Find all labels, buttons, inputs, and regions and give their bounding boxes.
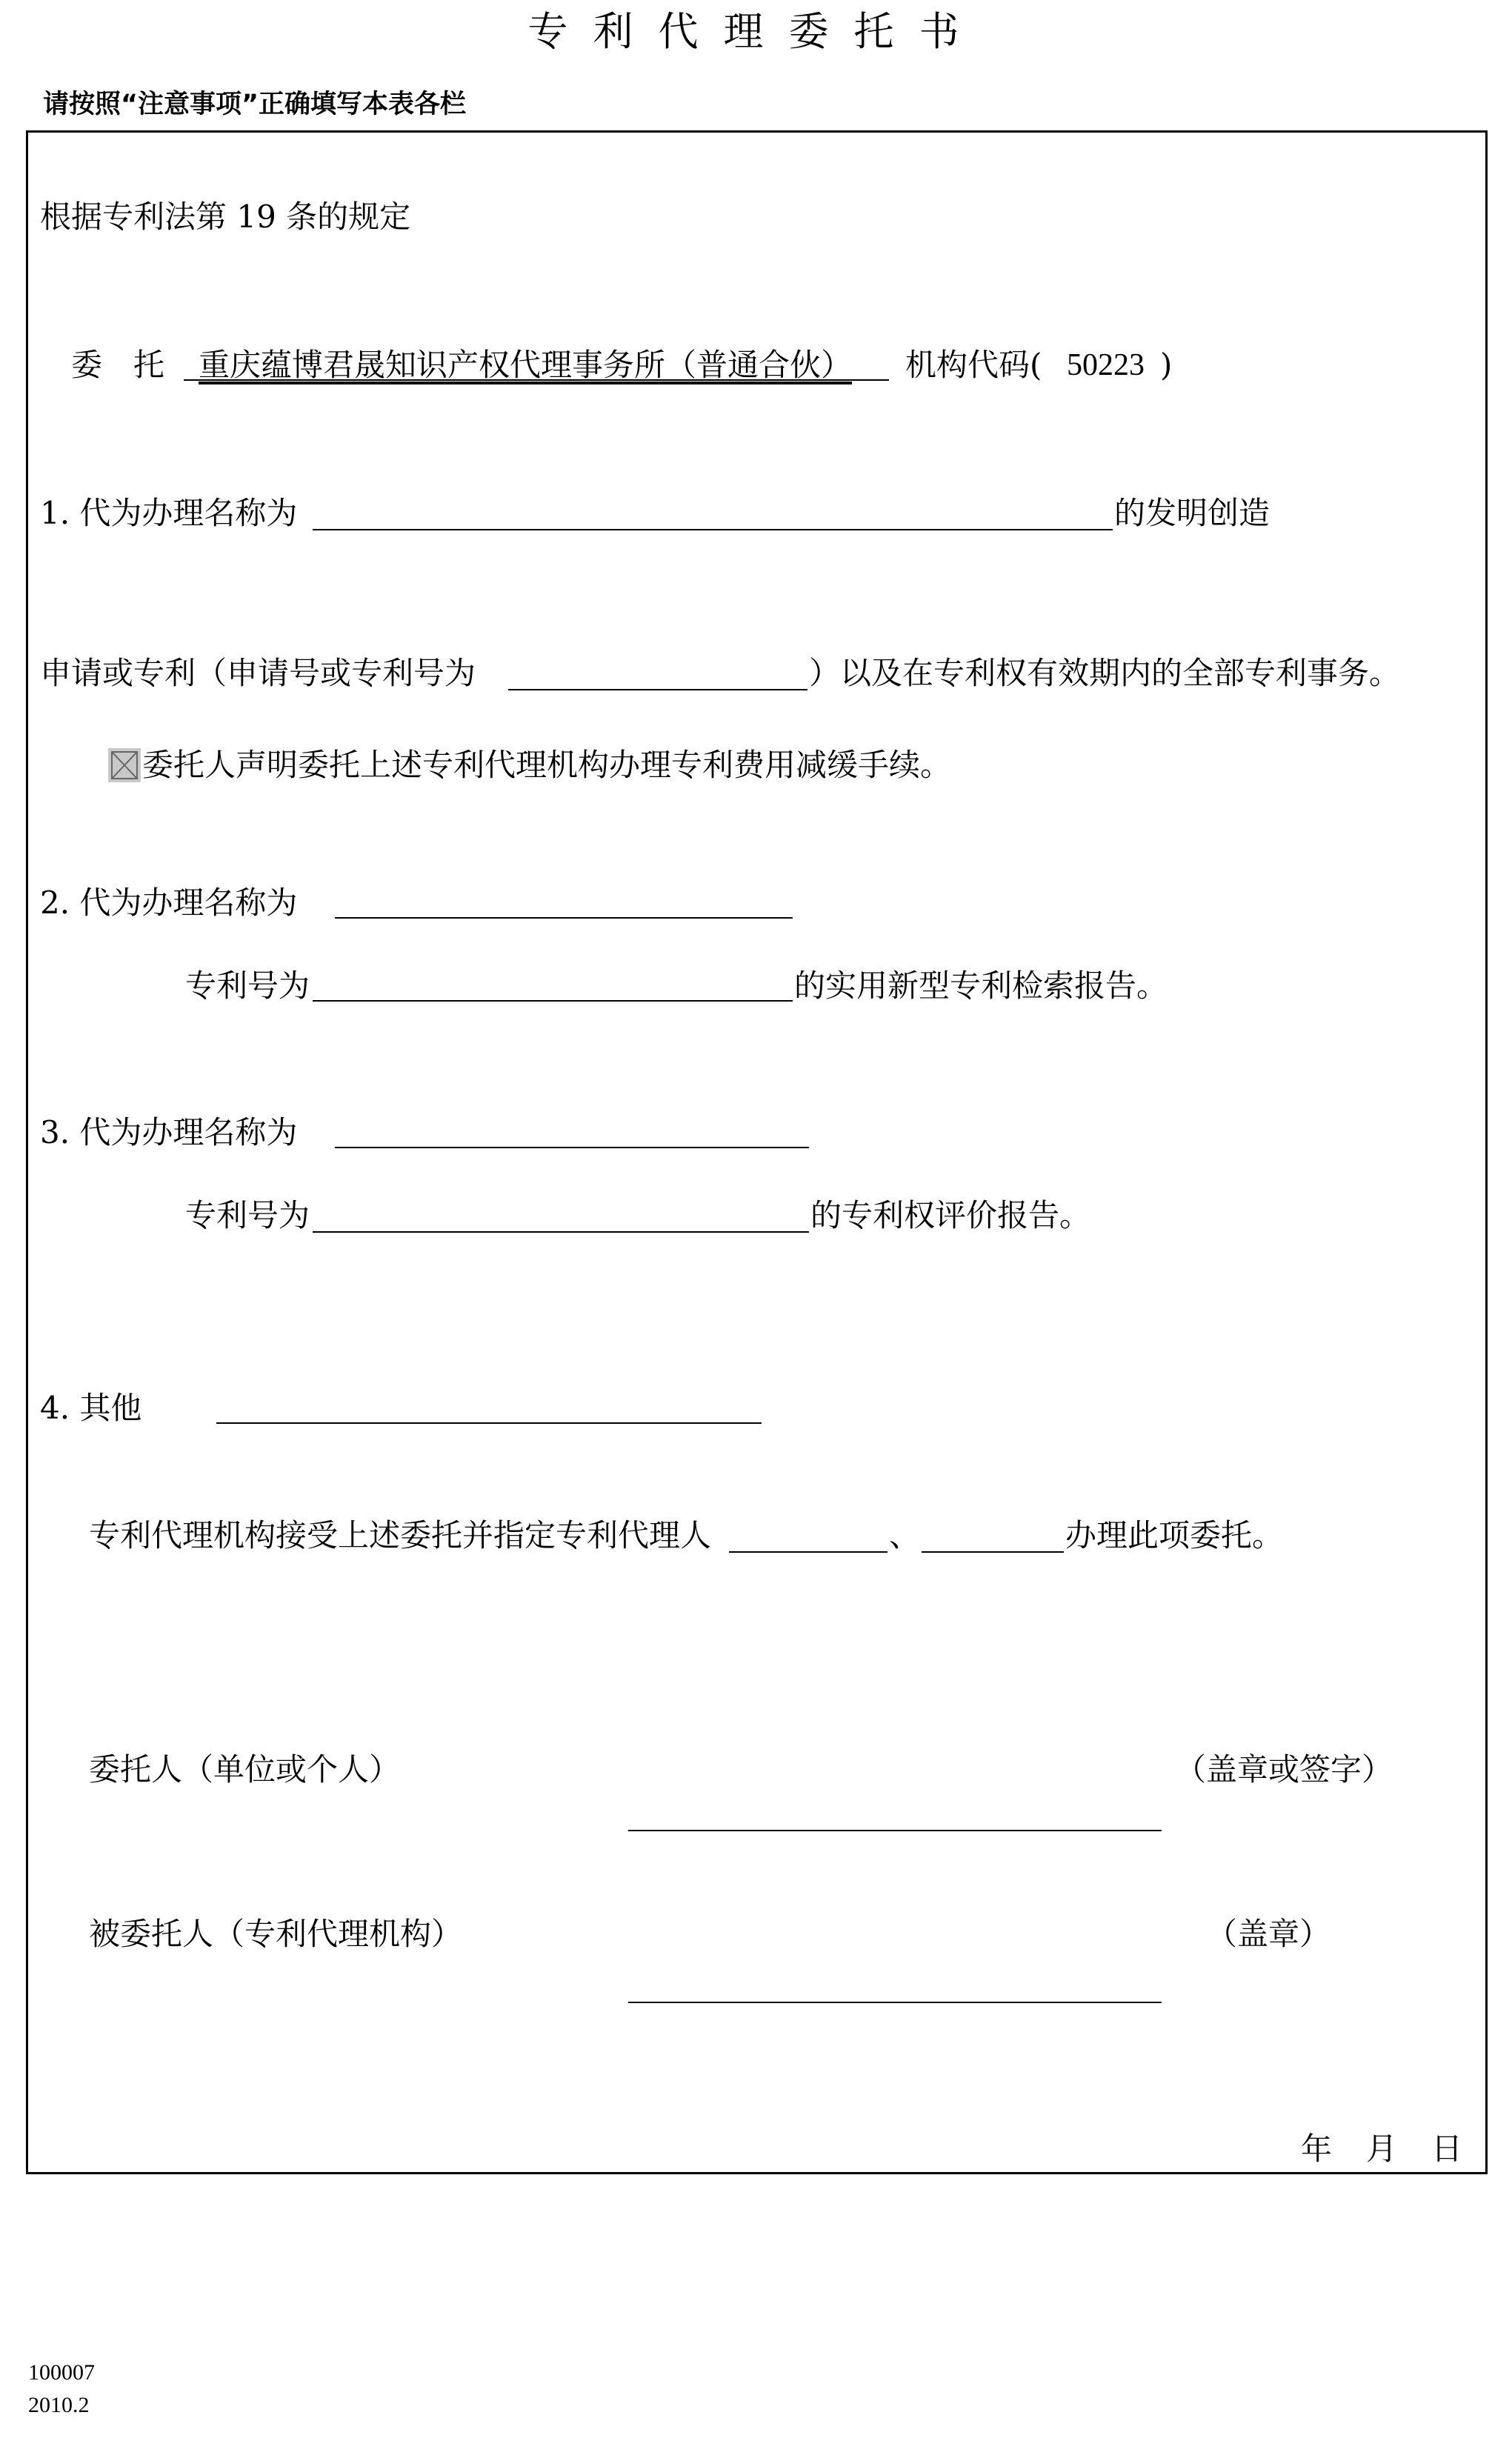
agency-code-label: 机构代码( xyxy=(905,347,1042,383)
instruction-text: 请按照“注意事项”正确填写本表各栏 xyxy=(43,90,467,119)
item3-line2-suffix: 的专利权评价报告。 xyxy=(810,1197,1091,1233)
agency-name-underline xyxy=(184,379,889,381)
item1-name-field[interactable] xyxy=(313,529,1113,530)
checkbox-cross-icon xyxy=(111,751,138,779)
page-title: 专利代理委托书 xyxy=(527,8,985,55)
principal-sign-hint: （盖章或签字） xyxy=(1175,1751,1393,1788)
item3-line2-prefix: 专利号为 xyxy=(185,1197,310,1233)
form-frame xyxy=(26,130,1488,2174)
agent2-field[interactable] xyxy=(922,1551,1064,1553)
item3-number-field[interactable] xyxy=(313,1231,809,1233)
item2-number-field[interactable] xyxy=(313,1000,793,1002)
item2-prefix: 2. 代为办理名称为 xyxy=(40,885,298,921)
agent-seal-hint: （盖章） xyxy=(1206,1916,1331,1952)
item1-line2-prefix: 申请或专利（申请号或专利号为 xyxy=(40,655,476,691)
agency-code-value: 50223 xyxy=(1067,348,1145,382)
agency-name-field[interactable]: 重庆蕴博君晟知识产权代理事务所（普通合伙） xyxy=(199,347,853,383)
principal-signature-field[interactable] xyxy=(628,1830,1162,1831)
fee-reduction-checkbox[interactable] xyxy=(108,748,141,782)
date-month: 月 xyxy=(1366,2131,1398,2167)
item1-number-field[interactable] xyxy=(508,689,807,690)
item1-suffix: 的发明创造 xyxy=(1114,495,1270,531)
date-day: 日 xyxy=(1431,2131,1463,2167)
agency-code-close: ) xyxy=(1160,347,1173,383)
item1-prefix: 1. 代为办理名称为 xyxy=(40,495,298,531)
form-version-date: 2010.2 xyxy=(28,2393,90,2417)
principal-label: 委托人（单位或个人） xyxy=(89,1751,401,1788)
agent-label: 被委托人（专利代理机构） xyxy=(89,1916,463,1952)
date-year: 年 xyxy=(1301,2131,1333,2167)
item3-name-field[interactable] xyxy=(335,1147,809,1148)
intro-text: 根据专利法第 19 条的规定 xyxy=(40,199,411,235)
item4-prefix: 4. 其他 xyxy=(40,1390,142,1426)
item1-line2-suffix: ）以及在专利权有效期内的全部专利事务。 xyxy=(809,655,1401,691)
item2-line2-suffix: 的实用新型专利检索报告。 xyxy=(794,967,1168,1004)
accept-separator: 、 xyxy=(889,1517,921,1553)
item4-other-field[interactable] xyxy=(216,1422,762,1424)
accept-prefix: 专利代理机构接受上述委托并指定专利代理人 xyxy=(89,1517,712,1553)
accept-suffix: 办理此项委托。 xyxy=(1065,1517,1284,1553)
item2-name-field[interactable] xyxy=(335,917,793,919)
agent1-field[interactable] xyxy=(729,1551,887,1553)
item3-prefix: 3. 代为办理名称为 xyxy=(40,1114,298,1150)
agent-seal-field[interactable] xyxy=(628,2002,1162,2003)
item2-line2-prefix: 专利号为 xyxy=(185,967,310,1004)
fee-reduction-text: 委托人声明委托上述专利代理机构办理专利费用减缓手续。 xyxy=(142,747,952,783)
form-code: 100007 xyxy=(28,2360,95,2385)
entrust-label: 委 托 xyxy=(71,347,165,383)
